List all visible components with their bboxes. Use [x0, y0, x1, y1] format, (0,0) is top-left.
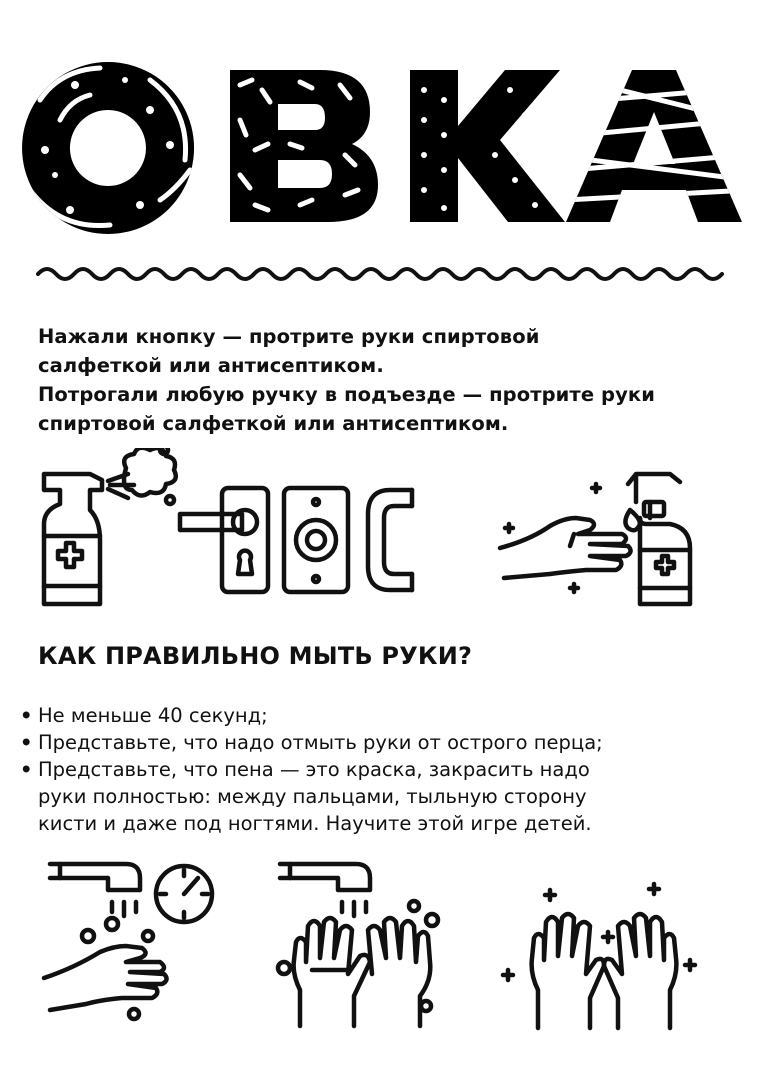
bullet: • [20, 704, 33, 727]
intro-line: Нажали кнопку — протрите руки спиртовой [38, 325, 540, 348]
wave-divider [36, 262, 732, 286]
title-letter-o [22, 62, 194, 234]
grab-handle-icon [368, 490, 412, 590]
tip-line: Представьте, что пена — это краска, закрасить надо [38, 758, 590, 781]
door-handle-icon [180, 488, 268, 592]
clean-hands-icon [503, 884, 695, 1028]
tip-line: Представьте, что надо отмыть руки от острого перца; [38, 731, 603, 754]
title-letter-k [410, 70, 565, 222]
title-letter-a [565, 70, 748, 222]
intro-line: спиртовой салфеткой или антисептиком. [38, 412, 509, 435]
tap-timer-icon [44, 864, 212, 1019]
tip-item [20, 729, 740, 756]
intro-line: Потрогали любую ручку в подъезде — протрите руки [38, 383, 656, 406]
tip-item [20, 756, 740, 837]
tip-line: руки полностью: между пальцами, тыльную сторону [38, 785, 587, 808]
tip-line: Не меньше 40 секунд; [38, 704, 268, 727]
howto-heading: КАК ПРАВИЛЬНО МЫТЬ РУКИ? [38, 642, 473, 670]
intro-line: салфеткой или антисептиком. [38, 354, 384, 377]
spray-bottle-icon [44, 448, 176, 604]
hand-sanitizer-icon [500, 474, 690, 604]
hand-washing-icons [30, 850, 740, 1040]
doorbell-icon [284, 488, 348, 592]
tips-list [20, 702, 740, 837]
sanitize-icons [30, 448, 740, 618]
bullet: • [20, 731, 33, 754]
title-lettering [0, 40, 764, 240]
intro-text [38, 322, 738, 438]
tip-line: кисти и даже под ногтями. Научите этой игре детей. [38, 812, 592, 835]
tip-item [20, 702, 740, 729]
bullet: • [20, 758, 33, 781]
title-letter-v [230, 70, 378, 222]
washing-hands-icon [278, 864, 438, 1026]
